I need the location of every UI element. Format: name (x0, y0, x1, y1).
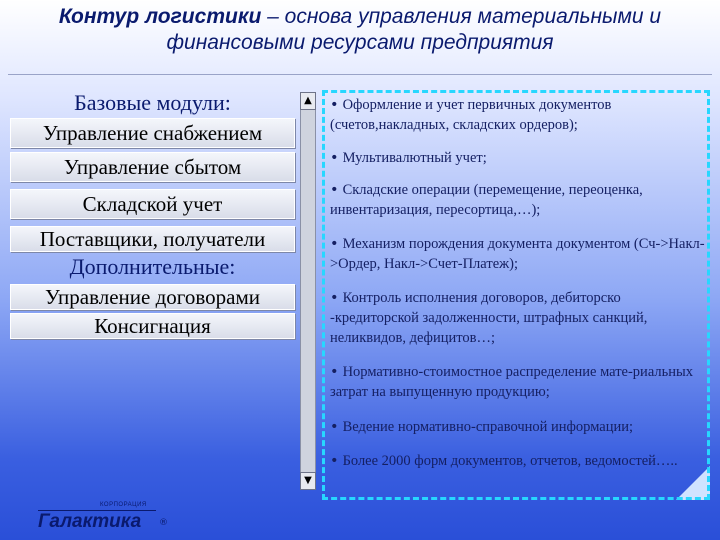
feature-item: • Ведение нормативно-справочной информации; (330, 419, 634, 435)
title-rest: – основа управления материальными и (261, 5, 662, 28)
registered-mark: ® (159, 518, 168, 528)
bullet-icon: • (330, 97, 339, 113)
bullet-icon: • (330, 290, 339, 306)
bullet-icon: • (330, 364, 339, 380)
feature-item: • Мультивалютный учет; (330, 150, 487, 166)
module-supply[interactable]: Управление снабжением (10, 118, 295, 148)
feature-item: • Более 2000 форм документов, отчетов, ведомостей….. (330, 453, 678, 469)
base-modules-heading: Базовые модули: (74, 90, 231, 115)
bullet-icon: • (330, 453, 339, 469)
title-divider (8, 74, 712, 75)
module-warehouse[interactable]: Складской учет (10, 189, 295, 219)
title-line2: финансовыми ресурсами предприятия (166, 31, 554, 54)
scroll-down-button[interactable]: ▼ (300, 472, 316, 490)
company-logo: Галактика (38, 511, 142, 532)
additional-modules-heading: Дополнительные: (69, 254, 236, 279)
bullet-icon: • (330, 182, 339, 198)
bullet-icon: • (330, 150, 339, 166)
bullet-icon: • (330, 236, 339, 252)
scrollbar-track[interactable] (300, 92, 316, 490)
feature-item: • Нормативно-стоимостное распределение мате-риальных затрат на выпущенную продукцию; (330, 364, 693, 400)
feature-item: • Складские операции (перемещение, переоценка, инвентаризация, пересортица,…); (330, 182, 643, 218)
module-contracts[interactable]: Управление договорами (10, 284, 295, 310)
module-suppliers[interactable]: Поставщики, получатели (10, 226, 295, 252)
slide-title (0, 4, 720, 56)
title-bold: Контур логистики (58, 5, 262, 28)
module-sales[interactable]: Управление сбытом (10, 152, 295, 182)
feature-item: • Механизм порождения документа документом (Сч->Накл->Ордер, Накл->Счет-Платеж); (330, 236, 705, 272)
logo-corporation-label: КОРПОРАЦИЯ (100, 502, 147, 508)
feature-item: • Оформление и учет первичных документов (счетов,накладных, складских ордеров); (330, 97, 612, 133)
feature-item: • Контроль исполнения договоров, дебиторско -кредиторской задолженности, штрафных санкций, неликвидов, дефицитов…; (330, 290, 648, 346)
module-consignment[interactable]: Консигнация (10, 313, 295, 339)
scroll-up-button[interactable]: ▲ (300, 92, 316, 110)
bullet-icon: • (330, 419, 339, 435)
